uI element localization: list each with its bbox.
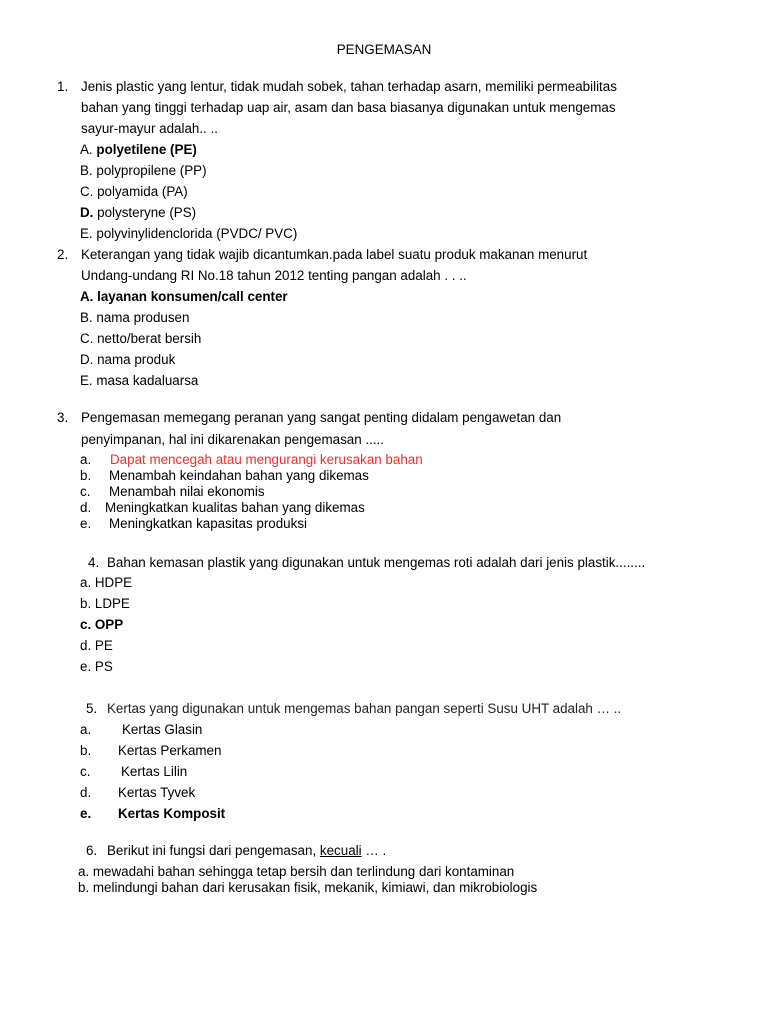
question-number: 5.	[86, 701, 98, 716]
option-a: Dapat mencegah atau mengurangi kerusakan bahan	[110, 452, 423, 467]
option-c: C. polyamida (PA)	[80, 184, 188, 199]
option-b: Menambah keindahan bahan yang dikemas	[109, 468, 369, 483]
option-e: E. masa kadaluarsa	[80, 373, 199, 388]
option-letter: b.	[80, 743, 92, 758]
option-a: Kertas Glasin	[122, 722, 203, 737]
option-text: polysteryne (PS)	[97, 205, 197, 220]
option-b: B. polypropilene (PP)	[80, 163, 207, 178]
option-letter: e.	[80, 516, 92, 531]
question-keyword: kecuali	[319, 843, 362, 858]
option-e: Meningkatkan kapasitas produksi	[109, 516, 307, 531]
question-text: Jenis plastic yang lentur, tidak mudah sobek, tahan terhadap asarn, memiliki permeabilitas	[81, 79, 617, 94]
page-title: PENGEMASAN	[336, 42, 432, 57]
option-letter: d.	[80, 785, 92, 800]
option-d: Kertas Tyvek	[118, 785, 196, 800]
question-text: Bahan kemasan plastik yang digunakan untuk mengemas roti adalah dari jenis plastik........	[107, 555, 646, 570]
option-letter: b.	[80, 468, 92, 483]
option-a: A. layanan konsumen/call center	[80, 289, 288, 304]
question-number: 2.	[57, 247, 69, 262]
option-e: Kertas Komposit	[118, 806, 226, 821]
option-b: b. LDPE	[80, 596, 130, 611]
option-d: D. nama produk	[80, 352, 176, 367]
question-number: 6.	[86, 843, 98, 858]
question-text: Pengemasan memegang peranan yang sangat penting didalam pengawetan dan	[81, 410, 562, 425]
question-number: 3.	[57, 410, 69, 425]
question-text: sayur-mayur adalah.. ..	[81, 121, 218, 136]
question-text: Kertas yang digunakan untuk mengemas bahan pangan seperti Susu UHT adalah … ..	[107, 701, 622, 716]
option-c: Kertas Lilin	[121, 764, 188, 779]
option-b: Kertas Perkamen	[118, 743, 222, 758]
option-c: c. OPP	[80, 617, 124, 632]
question-text-part: Berikut ini fungsi dari pengemasan,	[107, 843, 317, 858]
option-letter: D.	[80, 205, 94, 220]
option-c: Menambah nilai ekonomis	[109, 484, 265, 499]
option-e: e. PS	[80, 659, 113, 674]
question-number: 1.	[57, 79, 69, 94]
option-c: C. netto/berat bersih	[80, 331, 202, 346]
option-e: E. polyvinylidenclorida (PVDC/ PVC)	[80, 226, 298, 241]
option-letter: e.	[80, 806, 92, 821]
option-letter: c.	[80, 484, 91, 499]
option-letter: d.	[80, 500, 92, 515]
option-a: a. mewadahi bahan sehingga tetap bersih dan terlindung dari kontaminan	[78, 864, 515, 879]
option-d: d. PE	[80, 638, 113, 653]
option-d	[80, 205, 196, 221]
option-text: polyetilene (PE)	[96, 142, 197, 157]
question-text: bahan yang tinggi terhadap uap air, asam dan basa biasanya digunakan untuk mengemas	[81, 100, 616, 115]
question-text: Undang-undang RI No.18 tahun 2012 tenting pangan adalah . . ..	[81, 268, 467, 283]
option-letter: a.	[80, 722, 92, 737]
question-text: Keterangan yang tidak wajib dicantumkan.pada label suatu produk makanan menurut	[81, 247, 588, 262]
option-a: a. HDPE	[80, 575, 133, 590]
option-a	[80, 142, 197, 158]
question-text	[107, 843, 386, 859]
question-text-part: … .	[365, 843, 387, 858]
option-letter: a.	[80, 452, 92, 467]
option-letter: A.	[80, 142, 93, 157]
option-d: Meningkatkan kualitas bahan yang dikemas	[105, 500, 365, 515]
question-text: penyimpanan, hal ini dikarenakan pengemasan .....	[81, 432, 384, 447]
option-letter: c.	[80, 764, 91, 779]
question-number: 4.	[88, 555, 100, 570]
option-b: b. melindungi bahan dari kerusakan fisik, mekanik, kimiawi, dan mikrobiologis	[78, 880, 538, 895]
option-b: B. nama produsen	[80, 310, 190, 325]
